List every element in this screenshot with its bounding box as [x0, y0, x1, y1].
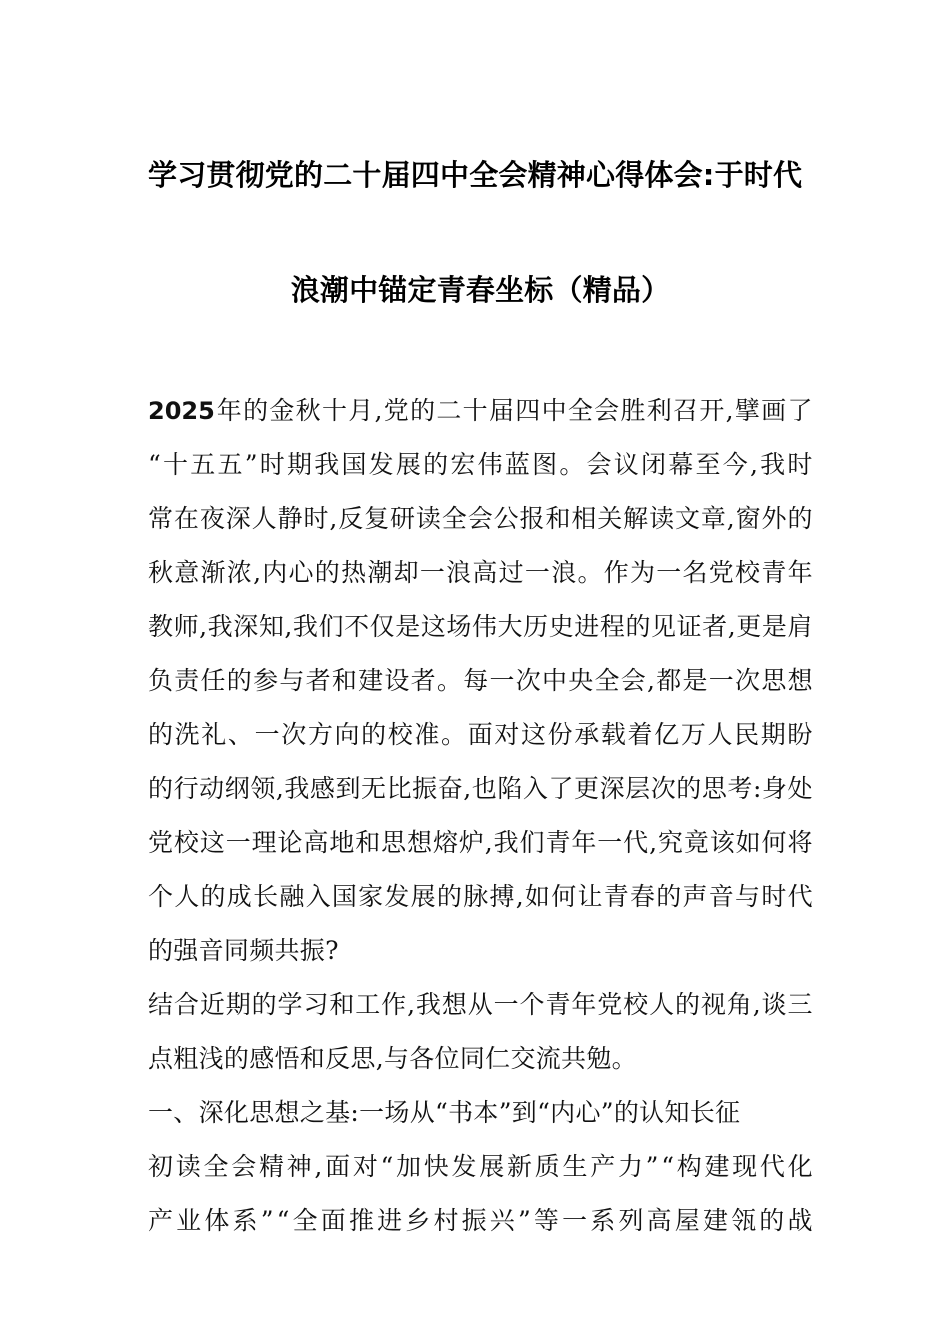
- document-title-line-2: 浪潮中锚定青春坐标（精品）: [290, 273, 671, 307]
- document-body: [148, 384, 813, 1248]
- body-line: 个 人 的 成 长 融 入 国 家 发 展 的 脉 搏 , 如 何 让 青 春 的 声 音 与 时 代: [148, 882, 813, 911]
- body-line: 秋 意 渐 浓 , 内 心 的 热 潮 却 一 浪 高 过 一 浪 。 作 为 一 名 党 校 青 年: [148, 558, 813, 587]
- body-line: 结 合 近 期 的 学 习 和 工 作 , 我 想 从 一 个 青 年 党 校 人 的 视 角 , 谈 三: [148, 990, 813, 1019]
- body-line: “ 十 五 五 ” 时 期 我 国 发 展 的 宏 伟 蓝 图 。 会 议 闭 幕 至 今 , 我 时: [148, 450, 813, 479]
- body-line: 的 洗 礼 、 一 次 方 向 的 校 准 。 面 对 这 份 承 载 着 亿 万 人 民 期 盼: [148, 720, 813, 749]
- document-title-line-1: 学习贯彻党的二十届四中全会精神心得体会:于时代: [148, 158, 803, 192]
- body-line: 初 读 全 会 精 神 , 面 对 “ 加 快 发 展 新 质 生 产 力 ” “ 构 建 现 代 化: [148, 1152, 813, 1181]
- body-line: 产 业 体 系 ” “ 全 面 推 进 乡 村 振 兴 ” 等 一 系 列 高 屋 建 瓴 的 战: [148, 1206, 813, 1235]
- body-line: 2025 年 的 金 秋 十 月 , 党 的 二 十 届 四 中 全 会 胜 利 召 开 , 擘 画 了: [148, 396, 813, 425]
- body-line: 点粗浅的感悟和反思,与各位同仁交流共勉。: [148, 1044, 637, 1073]
- body-line: 的 行 动 纲 领 , 我 感 到 无 比 振 奋 , 也 陷 入 了 更 深 层 次 的 思 考 : 身 处: [148, 774, 813, 803]
- body-line: 的强音同频共振?: [148, 936, 339, 965]
- body-line: 教 师 , 我 深 知 , 我 们 不 仅 是 这 场 伟 大 历 史 进 程 的 见 证 者 , 更 是 肩: [148, 612, 813, 641]
- body-line: 负 责 任 的 参 与 者 和 建 设 者 。 每 一 次 中 央 全 会 , 都 是 一 次 思 想: [148, 666, 813, 695]
- body-line: 党 校 这 一 理 论 高 地 和 思 想 熔 炉 , 我 们 青 年 一 代 , 究 竟 该 如 何 将: [148, 828, 813, 857]
- body-line: 一、深化思想之基:一场从“书本”到“内心”的认知长征: [148, 1098, 741, 1127]
- body-line: 常 在 夜 深 人 静 时 , 反 复 研 读 全 会 公 报 和 相 关 解 读 文 章 , 窗 外 的: [148, 504, 813, 533]
